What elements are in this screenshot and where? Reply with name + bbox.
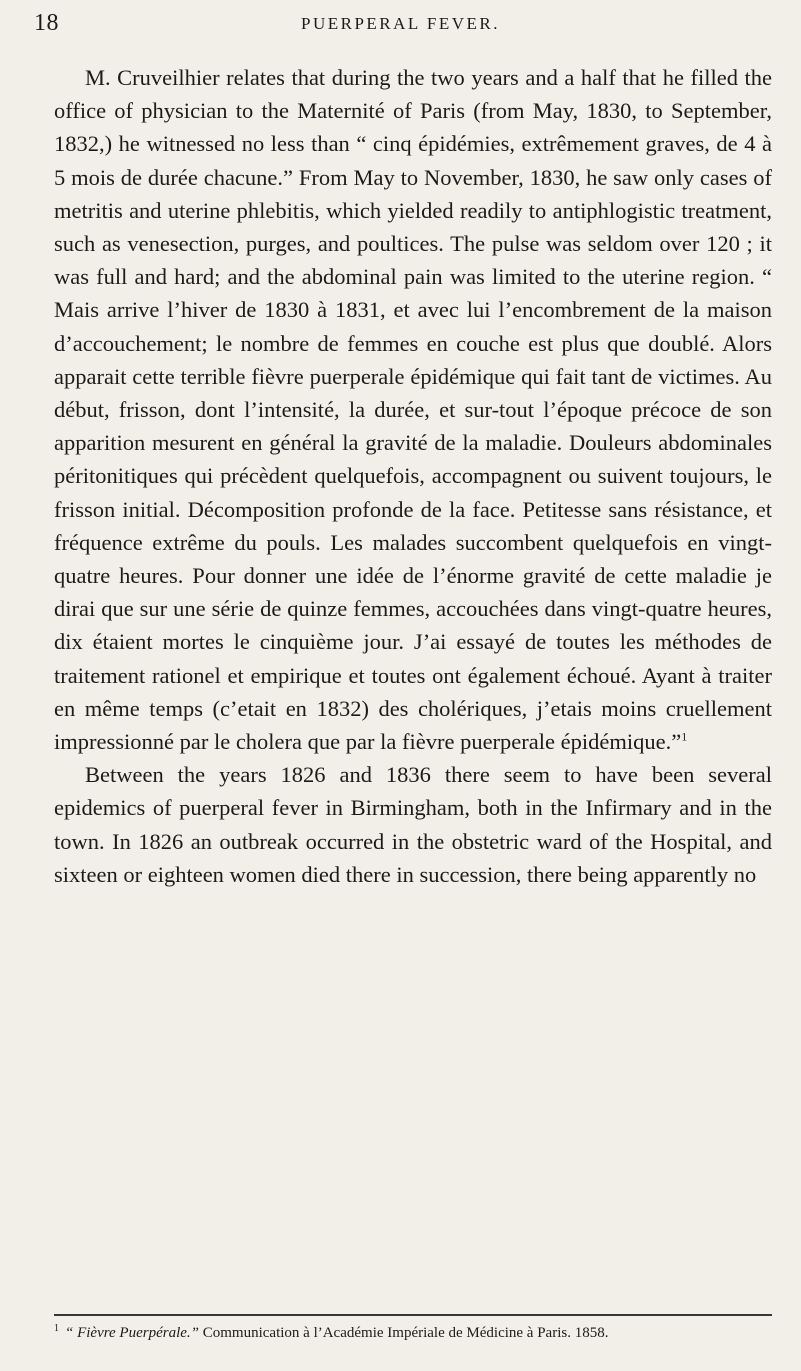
- footnote-reference: 1: [681, 729, 688, 744]
- paragraph-birmingham: [54, 758, 772, 891]
- footnote-title: “ Fièvre Puerpérale.”: [65, 1325, 199, 1341]
- footnote-mark: 1: [54, 1323, 59, 1334]
- body-text: [54, 61, 772, 891]
- paragraph-cruveilhier: [54, 61, 772, 758]
- page-number: 18: [34, 10, 59, 36]
- running-head: PUERPERAL FEVER.: [300, 14, 500, 33]
- footnote-divider: [54, 1314, 772, 1316]
- paragraph-text: Between the years 1826 and 1836 there seem to have been several epidemics of puerperal fever in Birmingham, both in the Infirmary and in the town. In 1826 an outbreak occurred in the obstetric ward of the Hospital, and sixteen or eighteen women died there in succession, there being apparently no: [54, 762, 772, 887]
- paragraph-text: M. Cruveilhier relates that during the two years and a half that he filled the office of physician to the Maternité of Paris (from May, 1830, to September, 1832,) he witnessed no less than “ cinq épidémies, extrêmement graves, de 4 à 5 mois de durée chacune.” From May to November, 1830, he saw only cases of metritis and uterine phlebitis, which yielded readily to antiphlogistic treatment, such as venesection, purges, and poultices. The pulse was seldom over 120 ; it was full and hard; and the abdominal pain was limited to the uterine region. “ Mais arrive l’hiver de 1830 à 1831, et avec lui l’encombrement de la maison d’accouchement; le nombre de femmes en couche est plus que doublé. Alors apparait cette terrible fièvre puerperale épidémique qui fait tant de victimes. Au début, frisson, dont l’intensité, la durée, et sur-tout l’époque précoce de son apparition mesurent en général la gravité de la maladie. Douleurs abdominales péritonitiques qui précèdent quelquefois, accompagnent ou suivent toujours, le frisson initial. Décomposition profonde de la face. Petitesse sans résistance, et fréquence extrême du pouls. Les malades succombent quelquefois en vingt-quatre heures. Pour donner une idée de l’énorme gravité de cette maladie je dirai que sur une série de quinze femmes, accouchées dans vingt-quatre heures, dix étaient mortes le cinquième jour. J’ai essayé de toutes les méthodes de traitement rationel et empirique et toutes ont également échoué. Ayant à traiter en même temps (c’etait en 1832) des cholériques, j’etais moins cruellement impressionné par le cholera que par la fièvre puerperale épidémique.”: [54, 65, 772, 755]
- page-header: [34, 10, 767, 46]
- footnote-text: Communication à l’Académie Impériale de Médicine à Paris. 1858.: [199, 1325, 609, 1341]
- footnote: [54, 1318, 772, 1344]
